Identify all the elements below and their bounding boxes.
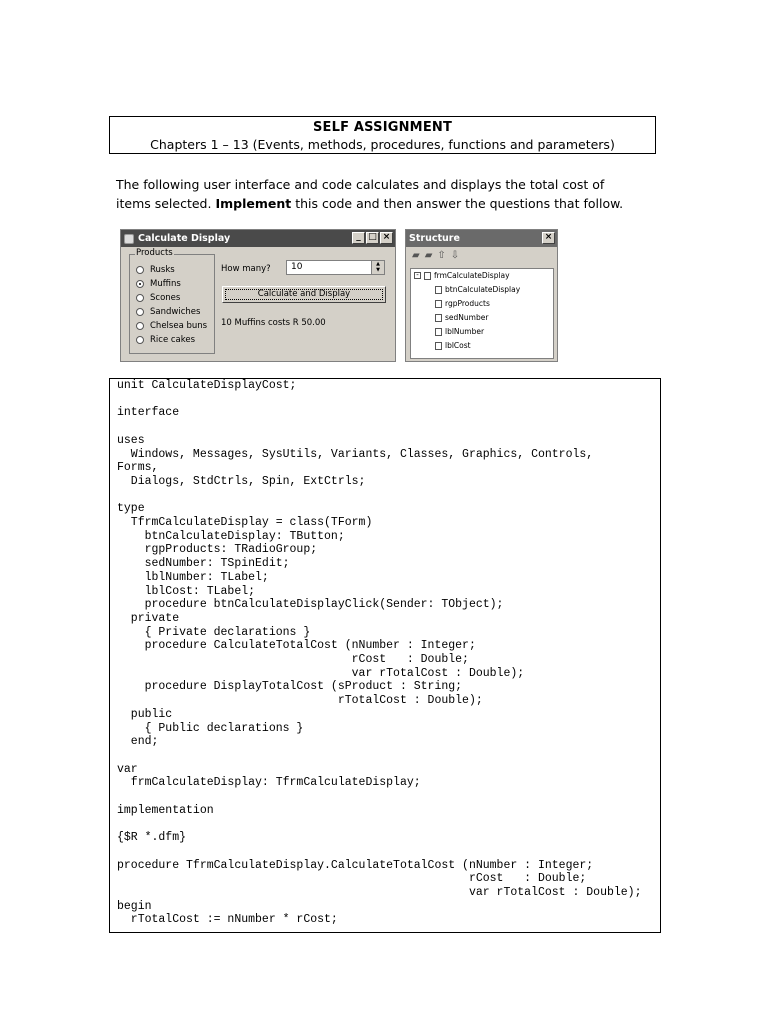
radio-icon (136, 336, 144, 344)
code-line: var rTotalCost : Double); (117, 886, 642, 900)
code-line: implementation (117, 803, 214, 817)
radio-label: Rice cakes (150, 335, 196, 345)
folder-icon[interactable]: ▰ (412, 250, 420, 261)
structure-titlebar (406, 230, 557, 247)
component-icon (435, 328, 442, 336)
calculate-display-titlebar (121, 230, 395, 247)
intro-line-2-pre: items selected. (116, 196, 216, 211)
radio-label: Chelsea buns (150, 321, 208, 331)
code-line (117, 790, 642, 804)
app-icon (124, 234, 134, 244)
collapse-icon[interactable]: - (414, 272, 421, 279)
radio-scones[interactable] (136, 293, 180, 303)
code-line (117, 749, 642, 763)
radio-icon (136, 308, 144, 316)
code-line: procedure TfrmCalculateDisplay.CalculateTotalCost (nNumber : Integer; (117, 858, 594, 872)
quantity-spin-edit[interactable] (286, 260, 385, 275)
code-line: rCost : Double; (117, 872, 587, 886)
code-line: private (117, 611, 180, 625)
code-line: unit CalculateDisplayCost; (117, 379, 297, 392)
code-line: var rTotalCost : Double); (117, 666, 525, 680)
radio-label: Muffins (150, 279, 181, 289)
radio-rice-cakes[interactable] (136, 335, 195, 345)
code-line: sedNumber: TSpinEdit; (117, 557, 290, 571)
code-line: public (117, 707, 173, 721)
code-line (117, 489, 642, 503)
form-icon (424, 272, 431, 280)
component-icon (435, 314, 442, 322)
tree-item-label: btnCalculateDisplay (445, 285, 521, 294)
maximize-icon[interactable]: □ (366, 232, 379, 244)
cost-result-label: 10 Muffins costs R 50.00 (221, 318, 326, 328)
tree-root[interactable] (414, 271, 510, 280)
code-line: type (117, 502, 145, 516)
radio-icon (136, 266, 144, 274)
structure-window (405, 229, 558, 362)
radio-label: Scones (150, 293, 181, 303)
code-line: btnCalculateDisplay: TButton; (117, 529, 345, 543)
code-listing-box (109, 378, 661, 933)
intro-line-1: The following user interface and code calculates and displays the total cost of (116, 177, 605, 192)
code-line: rTotalCost : Double); (117, 694, 483, 708)
calculate-display-window (120, 229, 396, 362)
intro-line-2 (116, 194, 656, 213)
code-line: Dialogs, StdCtrls, Spin, ExtCtrls; (117, 474, 366, 488)
how-many-label: How many? (221, 264, 271, 274)
code-line: procedure btnCalculateDisplayClick(Sender: TObject); (117, 598, 504, 612)
intro-implement-bold: Implement (215, 196, 292, 211)
calculate-and-display-button[interactable]: Calculate and Display (222, 286, 386, 303)
tree-root-label: frmCalculateDisplay (434, 271, 510, 280)
code-line (117, 845, 642, 859)
intro-paragraph (116, 175, 656, 213)
tree-item-label: lblCost (445, 341, 471, 350)
tree-item-label: lblNumber (445, 327, 485, 336)
code-line: { Public declarations } (117, 721, 304, 735)
code-line: { Private declarations } (117, 625, 311, 639)
radio-selected-icon (136, 280, 144, 288)
spin-arrows-icon[interactable]: ▲ ▼ (371, 261, 384, 274)
close-icon[interactable]: × (542, 232, 555, 244)
code-line: {$R *.dfm} (117, 831, 187, 845)
code-line (117, 420, 642, 434)
structure-toolbar (412, 250, 459, 261)
code-line: rgpProducts: TRadioGroup; (117, 543, 318, 557)
spin-value: 10 (291, 262, 303, 272)
assignment-header (109, 116, 656, 154)
component-icon (435, 300, 442, 308)
code-line: Windows, Messages, SysUtils, Variants, Classes, Graphics, Controls, (117, 447, 594, 461)
code-listing (117, 379, 642, 927)
page-subtitle: Chapters 1 – 13 (Events, methods, procedures, functions and parameters) (150, 137, 615, 152)
arrow-down-icon[interactable]: ⇩ (450, 250, 460, 261)
window-title: Calculate Display (138, 233, 231, 244)
tree-item[interactable] (435, 313, 488, 322)
folder-open-icon[interactable]: ▰ (424, 250, 433, 261)
products-group-label: Products (136, 248, 173, 258)
tree-item-label: rgpProducts (445, 299, 490, 308)
radio-label: Rusks (150, 265, 175, 275)
radio-chelsea-buns[interactable] (136, 321, 207, 331)
code-line: rCost : Double; (117, 653, 469, 667)
code-line: lblNumber: TLabel; (117, 570, 269, 584)
code-line: TfrmCalculateDisplay = class(TForm) (117, 516, 373, 530)
tree-item[interactable] (435, 285, 520, 294)
tree-item[interactable] (435, 299, 490, 308)
code-line: procedure DisplayTotalCost (sProduct : String; (117, 680, 463, 694)
intro-line-2-post: this code and then answer the questions that follow. (291, 196, 624, 211)
radio-sandwiches[interactable] (136, 307, 200, 317)
close-icon[interactable]: × (380, 232, 393, 244)
component-icon (435, 286, 442, 294)
code-line: var (117, 762, 138, 776)
code-line: uses (117, 433, 145, 447)
radio-rusks[interactable] (136, 265, 175, 275)
code-line: rTotalCost := nNumber * rCost; (117, 913, 338, 927)
minimize-icon[interactable]: _ (352, 232, 365, 244)
code-line: end; (117, 735, 159, 749)
code-line: frmCalculateDisplay: TfrmCalculateDisplay; (117, 776, 421, 790)
tree-item[interactable] (435, 327, 484, 336)
code-line: lblCost: TLabel; (117, 584, 256, 598)
radio-icon (136, 294, 144, 302)
products-radio-group (129, 248, 215, 354)
radio-label: Sandwiches (150, 307, 201, 317)
radio-icon (136, 322, 144, 330)
arrow-up-icon[interactable]: ⇧ (437, 250, 446, 261)
code-line: begin (117, 899, 152, 913)
structure-title: Structure (409, 233, 460, 244)
code-line (117, 393, 642, 407)
page-title: SELF ASSIGNMENT (312, 120, 453, 135)
component-icon (435, 342, 442, 350)
code-line: procedure CalculateTotalCost (nNumber : Integer; (117, 639, 476, 653)
tree-item[interactable] (435, 341, 471, 350)
radio-muffins[interactable] (136, 279, 181, 289)
code-line: Forms, (117, 461, 159, 475)
tree-item-label: sedNumber (445, 313, 489, 322)
code-line: interface (117, 406, 180, 420)
structure-tree (410, 268, 554, 359)
code-line (117, 818, 642, 832)
